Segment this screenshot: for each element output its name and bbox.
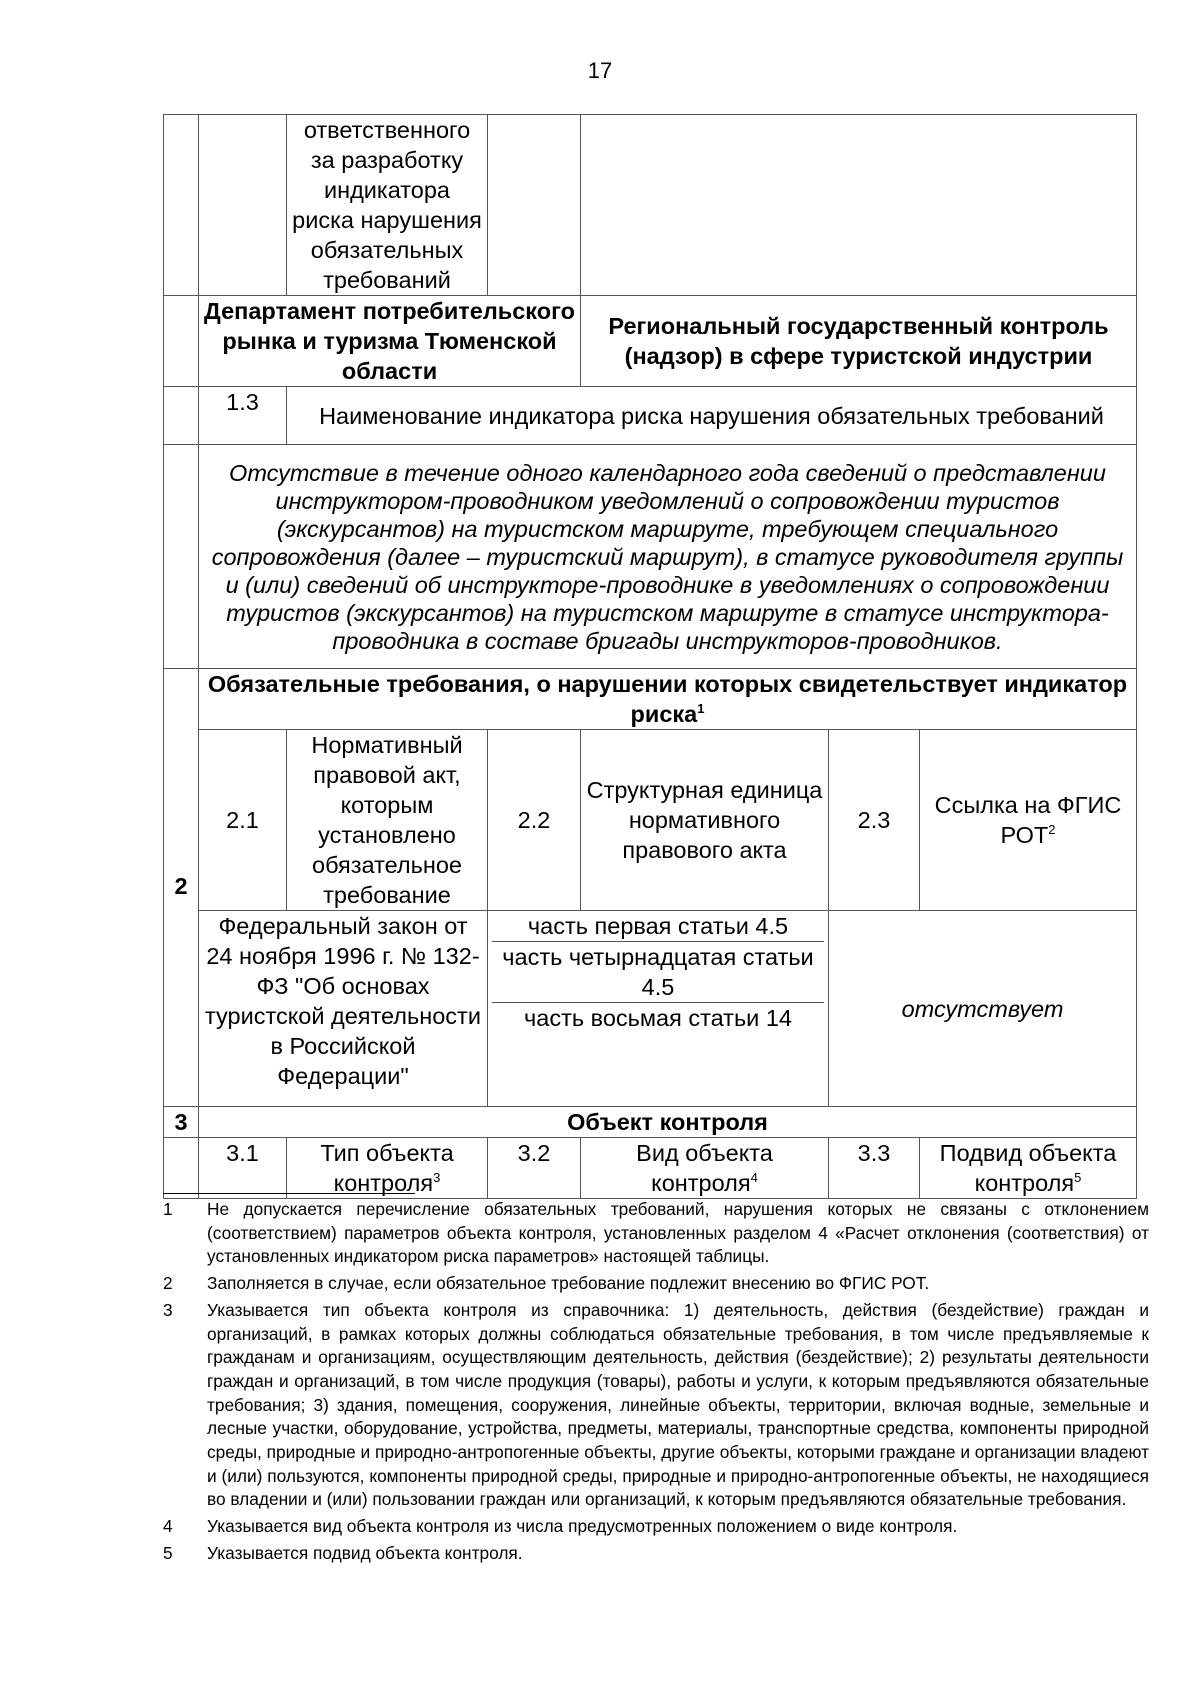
footnote <box>163 1515 1149 1539</box>
footnotes <box>163 1198 1149 1569</box>
column-label: Нормативный правовой акт, которым установлено обязательное требование <box>287 730 488 911</box>
footnote-text: Указывается подвид объекта контроля. <box>207 1542 523 1563</box>
indicator-description: Отсутствие в течение одного календарного года сведений о представлении инструктором-проводником уведомлений о сопровождении туристов (экскурсантов) на туристском маршруте, требующем специального сопровождения (далее – туристский маршрут), в статусе руководителя группы и (или) сведений об инструкторе-проводнике в уведомлениях о сопровождении туристов (экскурсантов) на туристском маршруте в статусе инструктора-проводника в составе бригады инструкторов-проводников. <box>199 445 1137 669</box>
column-label <box>920 730 1137 911</box>
column-label <box>920 1138 1137 1199</box>
empty-cell <box>199 115 287 296</box>
footnote-text: Указывается вид объекта контроля из числа предусмотренных положением о виде контроля. <box>207 1516 958 1537</box>
item-number: 2.1 <box>199 730 287 911</box>
footnote-text: Заполняется в случае, если обязательное требование подлежит внесению во ФГИС РОТ. <box>207 1273 930 1294</box>
footnote-ref: 4 <box>750 1170 758 1185</box>
law-name: Федеральный закон от 24 ноября 1996 г. № 132-ФЗ "Об основах туристской деятельности в Российской Федерации" <box>199 911 488 1107</box>
item-number: 3.1 <box>199 1138 287 1199</box>
structural-units <box>488 911 829 1107</box>
footnote-ref: 5 <box>1074 1170 1082 1185</box>
footnote-text: Не допускается перечисление обязательных требований, нарушения которых не связаны с отклонением (соответствием) параметров объекта контроля, установленных разделом 4 «Расчет отклонения (соответствия) от установленных индикатором риска параметров» настоящей таблицы. <box>207 1199 1149 1267</box>
col-num-cell <box>164 445 199 669</box>
col-num-cell <box>164 115 199 296</box>
fgis-link-value: отсутствует <box>829 911 1137 1107</box>
row-section-3-heading <box>164 1107 1137 1138</box>
item-number: 2.3 <box>829 730 920 911</box>
column-label-text: Подвид объекта контроля <box>939 1140 1117 1196</box>
row-section-3-columns <box>164 1138 1137 1199</box>
col-num-cell <box>164 1138 199 1199</box>
empty-cell <box>488 115 581 296</box>
column-label <box>287 1138 488 1199</box>
section-heading-text: Обязательные требования, о нарушении которых свидетельствует индикатор риска <box>207 671 1128 727</box>
department-name: Департамент потребительского рынка и туризма Тюменской области <box>199 296 581 387</box>
footnote-number: 5 <box>163 1542 173 1563</box>
footnote <box>163 1272 1149 1296</box>
row-indicator-text <box>164 445 1137 669</box>
page-number: 17 <box>587 58 613 83</box>
footnote <box>163 1542 1149 1566</box>
item-number: 3.2 <box>488 1138 581 1199</box>
column-label: Структурная единица нормативного правового акта <box>581 730 829 911</box>
structural-unit: часть первая статьи 4.5 <box>492 911 824 942</box>
column-label-text: Вид объекта контроля <box>636 1140 773 1196</box>
column-label-text: Тип объекта контроля <box>320 1140 454 1196</box>
footnote-number: 4 <box>163 1516 173 1537</box>
indicator-name-label: Наименование индикатора риска нарушения обязательных требований <box>287 387 1137 445</box>
column-label <box>581 1138 829 1199</box>
control-type: Региональный государственный контроль (надзор) в сфере туристской индустрии <box>581 296 1137 387</box>
responsible-text: ответственного за разработку индикатора риска нарушения обязательных требований <box>287 115 488 296</box>
section-heading <box>199 669 1137 730</box>
risk-indicator-table <box>163 114 1137 1199</box>
row-department <box>164 296 1137 387</box>
item-number: 1.3 <box>199 387 287 445</box>
structural-unit: часть четырнадцатая статьи 4.5 <box>492 942 824 1003</box>
item-number: 3.3 <box>829 1138 920 1199</box>
row-responsible <box>164 115 1137 296</box>
footnote-number: 2 <box>163 1273 173 1294</box>
structural-unit: часть восьмая статьи 14 <box>524 1005 792 1031</box>
row-section-2-columns <box>164 730 1137 911</box>
section-number: 2 <box>164 669 199 1107</box>
footnote-number: 3 <box>163 1299 173 1320</box>
footnote-number: 1 <box>163 1199 173 1219</box>
footnote-ref: 3 <box>433 1170 441 1185</box>
footnote <box>163 1299 1149 1512</box>
column-label-text: Ссылка на ФГИС РОТ <box>934 792 1122 848</box>
section-heading: Объект контроля <box>199 1107 1137 1138</box>
row-section-2-heading <box>164 669 1137 730</box>
col-num-cell <box>164 296 199 387</box>
footnote <box>163 1198 1149 1269</box>
item-number: 2.2 <box>488 730 581 911</box>
empty-cell <box>581 115 1137 296</box>
footnote-divider <box>163 1193 415 1194</box>
footnote-text: Указывается тип объекта контроля из справочника: 1) деятельность, действия (бездействие) граждан и организаций, в рамках которых должны соблюдаться обязательные требования, в том числе предъявляемые к гражданам и организациям, осуществляющим деятельность, действия (бездействие); 2) результаты деятельности граждан и организаций, в том числе продукция (товары), работы и услуги, к которым предъявляются обязательные требования; 3) здания, помещения, сооружения, линейные объекты, территории, включая водные, земельные и лесные участки, оборудование, устройства, предметы, материалы, транспортные средства, компоненты природной среды, природные и природно-антропогенные объекты, другие объекты, которыми граждане и организации владеют и (или) пользуются, компоненты природной среды, природные и природно-антропогенные объекты, не находящиеся во владении и (или) пользовании граждан или организаций, к которым предъявляются обязательные требования. <box>207 1299 1149 1510</box>
row-section-2-values <box>164 911 1137 1107</box>
col-num-cell <box>164 387 199 445</box>
footnote-ref: 1 <box>697 701 705 716</box>
section-number: 3 <box>164 1107 199 1138</box>
row-1-3 <box>164 387 1137 445</box>
footnote-ref: 2 <box>1048 822 1056 837</box>
